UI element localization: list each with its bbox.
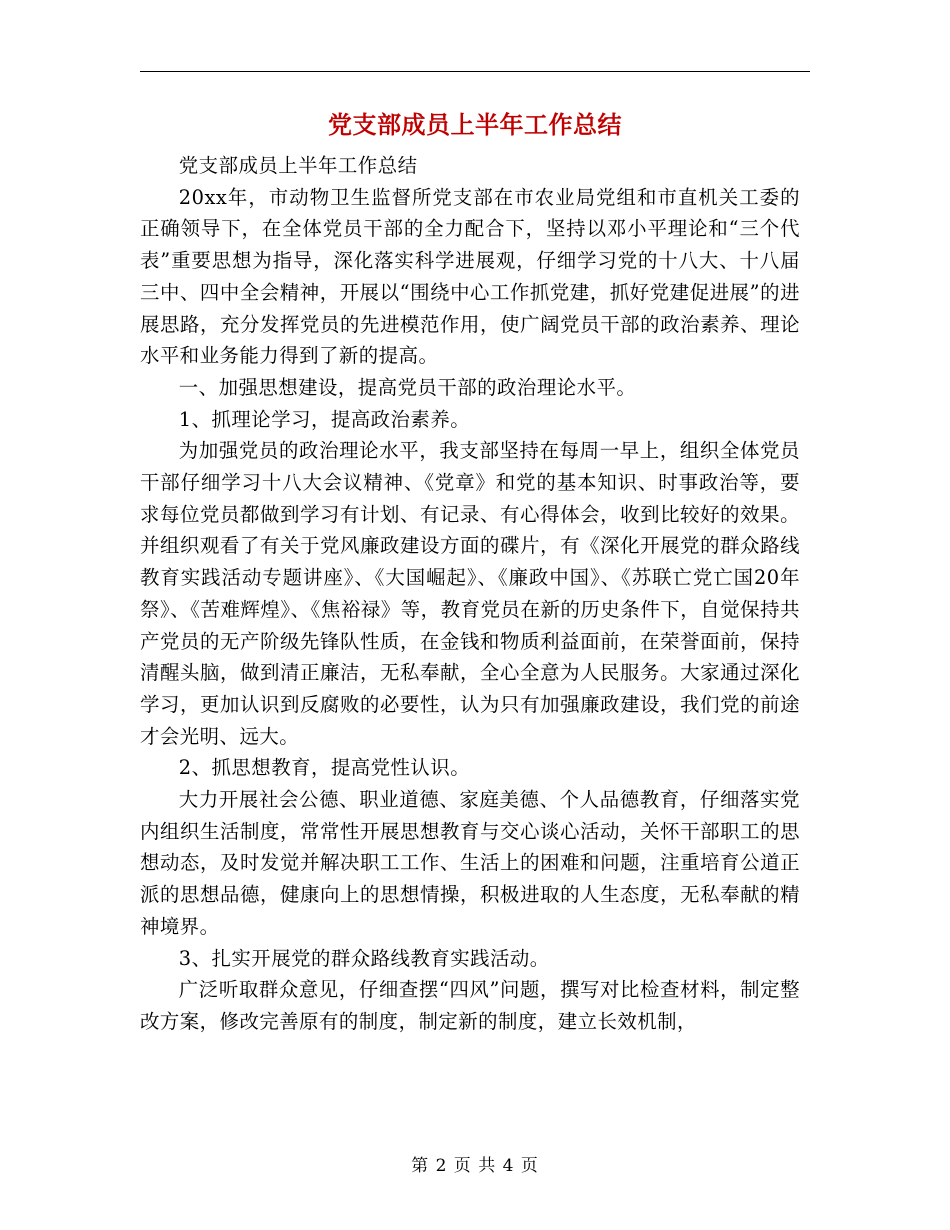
subsection-heading-3: 3、扎实开展党的群众路线教育实践活动。 xyxy=(178,946,550,970)
paragraph-intro: 20xx年，市动物卫生监督所党支部在市农业局党组和市直机关工委的正确领导下，在全体党员干部的全力配合下，坚持以邓小平理论和“三个代表”重要思想为指导，深化落实科学进展观，仔细学习党的十八大、十八届三中、四中全会精神，开展以“围绕中心工作抓党建，抓好党建促进展”的进展思路，充分发挥党员的先进模范作用，使广阔党员干部的政治素养、理论水平和业务能力得到了新的提高。 xyxy=(140,185,800,368)
section-heading-1: 一、加强思想建设，提高党员干部的政治理论水平。 xyxy=(178,375,637,399)
subsection-heading-2: 2、抓思想教育，提高党性认识。 xyxy=(178,756,471,780)
paragraph-ideological-education: 大力开展社会公德、职业道德、家庭美德、个人品德教育，仔细落实党内组织生活制度，常常性开展思想教育与交心谈心活动，关怀干部职工的思想动态，及时发觉并解决职工工作、生活上的困难和问题，注重培育公道正派的思想品德，健康向上的思想情操，积极进取的人生态度，无私奉献的精神境界。 xyxy=(140,788,800,938)
paragraph-subtitle: 党支部成员上半年工作总结 xyxy=(178,154,418,177)
document-body xyxy=(140,150,800,1038)
header-rule xyxy=(140,71,810,72)
document-title: 党支部成员上半年工作总结 xyxy=(328,110,622,139)
paragraph-mass-line: 广泛听取群众意见，仔细查摆“四风”问题，撰写对比检查材料，制定整改方案，修改完善原有的制度，制定新的制度，建立长效机制， xyxy=(140,978,800,1033)
page-number-footer: 第 2 页 共 4 页 xyxy=(411,1156,539,1176)
paragraph-theory-study: 为加强党员的政治理论水平，我支部坚持在每周一早上，组织全体党员干部仔细学习十八大会议精神、《党章》和党的基本知识、时事政治等，要求每位党员都做到学习有计划、有记录、有心得体会，收到比较好的效果。并组织观看了有关于党风廉政建设方面的碟片，有《深化开展党的群众路线教育实践活动专题讲座》、《大国崛起》、《廉政中国》、《苏联亡党亡国20年祭》、《苦难辉煌》、《焦裕禄》等，教育党员在新的历史条件下，自觉保持共产党员的无产阶级先锋队性质，在金钱和物质利益面前，在荣誉面前，保持清醒头脑，做到清正廉洁，无私奉献，全心全意为人民服务。大家通过深化学习，更加认识到反腐败的必要性，认为只有加强廉政建设，我们党的前途才会光明、远大。 xyxy=(140,439,800,748)
subsection-heading-1: 1、抓理论学习，提高政治素养。 xyxy=(178,407,471,431)
